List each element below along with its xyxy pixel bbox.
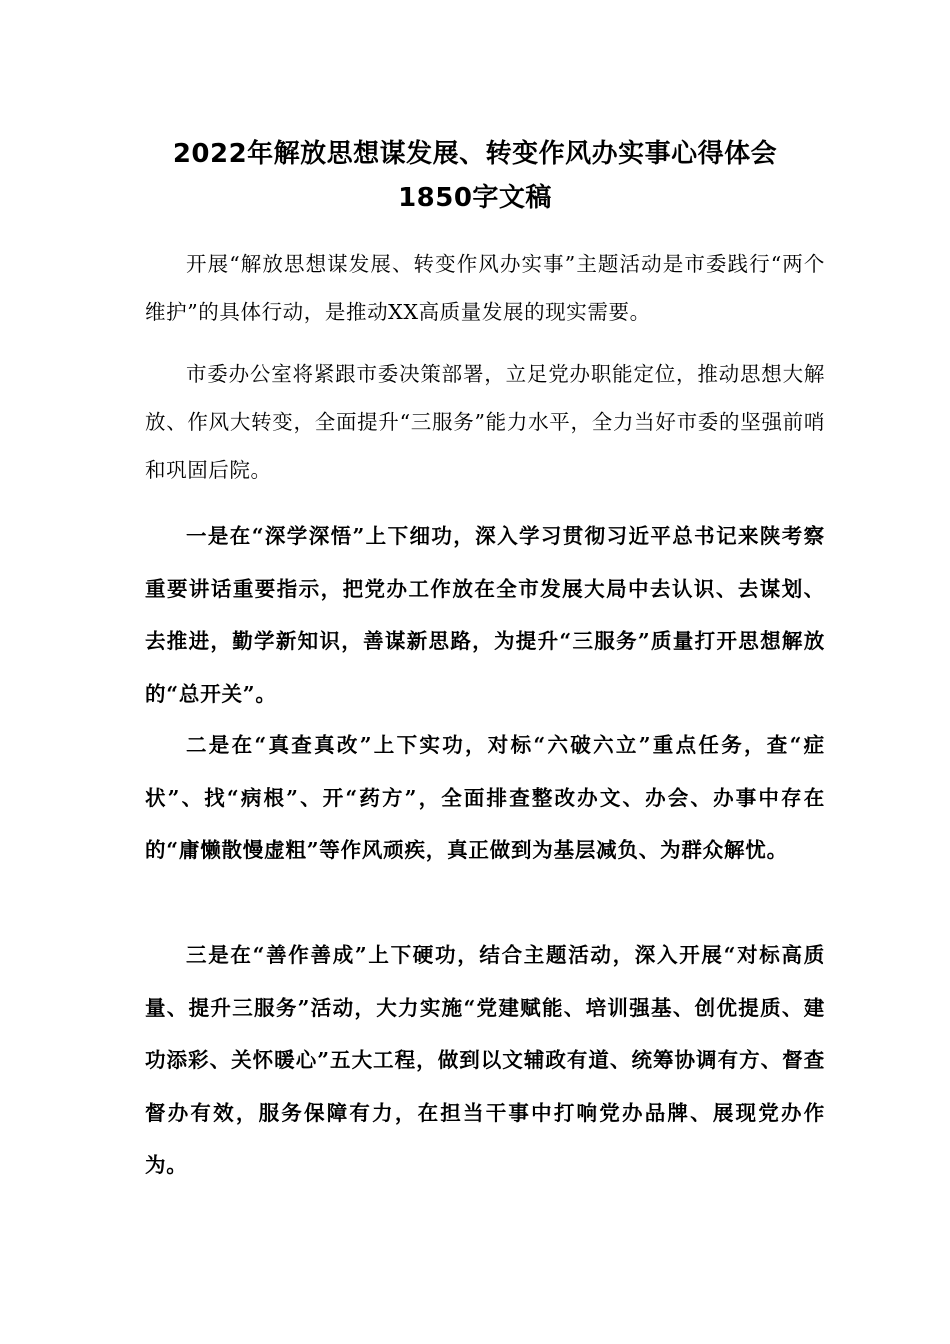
document-title-line2: 1850字文稿 [398,183,552,213]
paragraph-point-three: 三是在“善作善成”上下硬功，结合主题活动，深入开展“对标高质量、提升三服务”活动，大力实施“党建赋能、培训强基、创优提质、建功添彩、关怀暖心”五大工程，做到以文辅政有道、统筹协调有方、督查督办有效，服务保障有力，在担当干事中打响党办品牌、展现党办作为。 [145,943,825,1177]
paragraph-intro: 开展“解放思想谋发展、转变作风办实事”主题活动是市委践行“两个维护”的具体行动，是推动XX高质量发展的现实需要。 [145,252,825,324]
document-title-line1: 2022年解放思想谋发展、转变作风办实事心得体会 [172,139,778,169]
paragraph-point-two: 二是在“真查真改”上下实功，对标“六破六立”重点任务，查“症状”、找“病根”、开“药方”，全面排查整改办文、办会、办事中存在的“庸懒散慢虚粗”等作风顽疾，真正做到为基层减负、为群众解忧。 [145,733,825,862]
paragraph-point-one: 一是在“深学深悟”上下细功，深入学习贯彻习近平总书记来陕考察重要讲话重要指示，把党办工作放在全市发展大局中去认识、去谋划、去推进，勤学新知识，善谋新思路，为提升“三服务”质量打开思想解放的“总开关”。 [145,524,825,706]
paragraph-office-plan: 市委办公室将紧跟市委决策部署，立足党办职能定位，推动思想大解放、作风大转变，全面提升“三服务”能力水平，全力当好市委的坚强前哨和巩固后院。 [145,362,825,482]
